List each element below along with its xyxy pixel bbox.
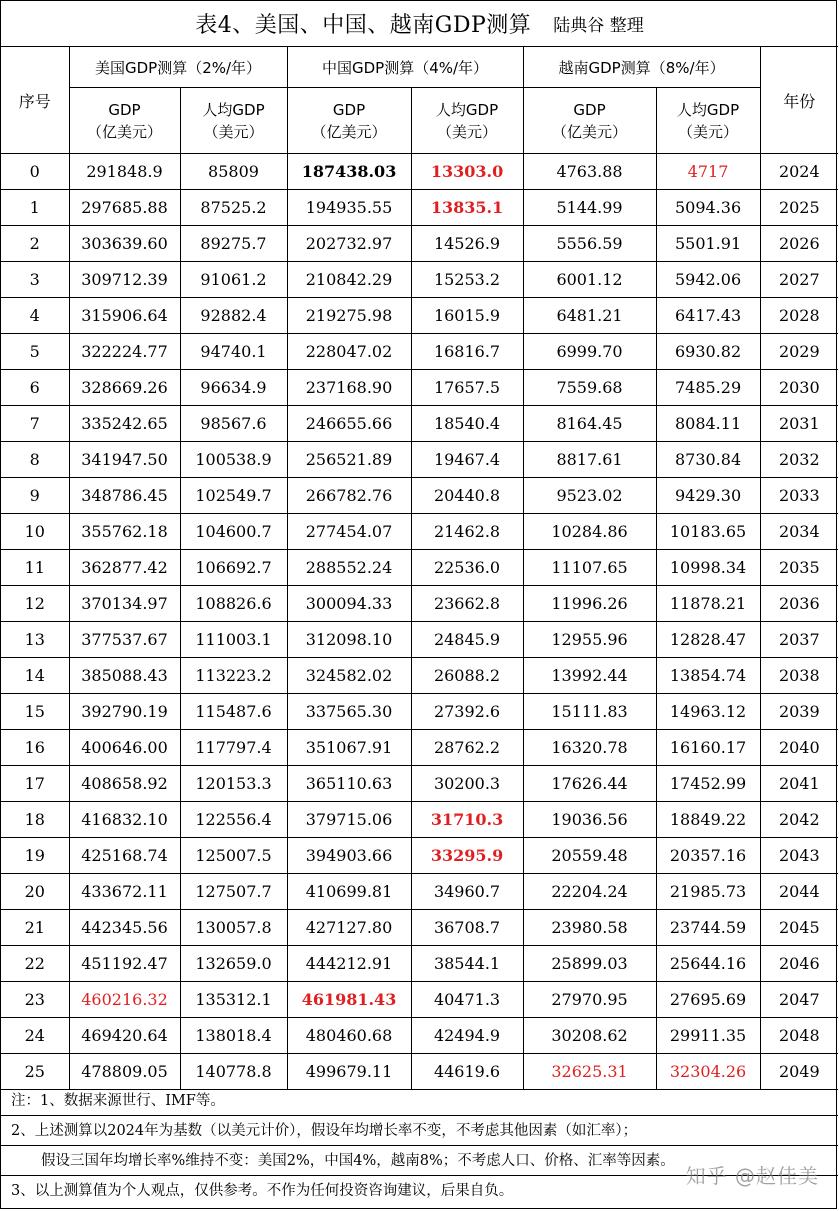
cell-china-per-capita: 20440.8 <box>411 478 523 514</box>
cell-vietnam-gdp: 8164.45 <box>523 406 656 442</box>
cell-index: 4 <box>1 298 69 334</box>
cell-index: 24 <box>1 1018 69 1054</box>
header-china-gdp <box>287 88 411 154</box>
cell-vietnam-gdp: 7559.68 <box>523 370 656 406</box>
table-row <box>1 874 838 910</box>
cell-china-gdp: 300094.33 <box>287 586 411 622</box>
cell-china-per-capita: 14526.9 <box>411 226 523 262</box>
table-row <box>1 190 838 226</box>
cell-index: 23 <box>1 982 69 1018</box>
cell-vietnam-gdp: 5556.59 <box>523 226 656 262</box>
table-body <box>1 154 838 1090</box>
header-per-capita-unit: （美元） <box>203 122 264 141</box>
cell-usa-per-capita: 102549.7 <box>180 478 287 514</box>
cell-china-gdp: 444212.91 <box>287 946 411 982</box>
cell-index: 14 <box>1 658 69 694</box>
table-row <box>1 370 838 406</box>
table-row <box>1 406 838 442</box>
cell-china-per-capita: 40471.3 <box>411 982 523 1018</box>
table-row <box>1 946 838 982</box>
cell-index: 18 <box>1 802 69 838</box>
cell-vietnam-per-capita: 10998.34 <box>656 550 760 586</box>
table-row <box>1 334 838 370</box>
cell-usa-gdp: 451192.47 <box>69 946 180 982</box>
cell-year: 2040 <box>760 730 838 766</box>
cell-year: 2039 <box>760 694 838 730</box>
cell-china-per-capita: 30200.3 <box>411 766 523 802</box>
cell-china-per-capita: 19467.4 <box>411 442 523 478</box>
header-gdp-unit: （亿美元） <box>552 122 628 141</box>
cell-china-per-capita: 16015.9 <box>411 298 523 334</box>
cell-year: 2045 <box>760 910 838 946</box>
table-row <box>1 1054 838 1090</box>
cell-usa-per-capita: 125007.5 <box>180 838 287 874</box>
cell-year: 2027 <box>760 262 838 298</box>
cell-vietnam-gdp: 12955.96 <box>523 622 656 658</box>
header-vietnam-gdp <box>523 88 656 154</box>
cell-china-gdp: 324582.02 <box>287 658 411 694</box>
note-disclaimer: 3、以上测算值为个人观点，仅供参考。不作为任何投资咨询建议，后果自负。 <box>11 1183 514 1199</box>
note-assumption: 2、上述测算以2024年为基数（以美元计价），假设年均增长率不变，不考虑其他因素（如汇率）； <box>1 1116 838 1146</box>
cell-vietnam-per-capita: 14963.12 <box>656 694 760 730</box>
cell-year: 2049 <box>760 1054 838 1090</box>
cell-usa-per-capita: 117797.4 <box>180 730 287 766</box>
cell-year: 2041 <box>760 766 838 802</box>
cell-vietnam-per-capita: 12828.47 <box>656 622 760 658</box>
table-row <box>1 910 838 946</box>
cell-index: 15 <box>1 694 69 730</box>
cell-vietnam-gdp: 4763.88 <box>523 154 656 190</box>
cell-index: 3 <box>1 262 69 298</box>
cell-usa-per-capita: 104600.7 <box>180 514 287 550</box>
cell-china-per-capita: 13303.0 <box>411 154 523 190</box>
table-row <box>1 586 838 622</box>
title-bar <box>1 1 838 47</box>
cell-usa-per-capita: 100538.9 <box>180 442 287 478</box>
cell-china-gdp: 219275.98 <box>287 298 411 334</box>
header-gdp-label: GDP <box>108 100 141 119</box>
header-gdp-label: GDP <box>573 100 606 119</box>
cell-china-gdp: 499679.11 <box>287 1054 411 1090</box>
cell-china-gdp: 379715.06 <box>287 802 411 838</box>
cell-index: 8 <box>1 442 69 478</box>
cell-vietnam-gdp: 22204.24 <box>523 874 656 910</box>
cell-index: 2 <box>1 226 69 262</box>
header-gdp-unit: （亿美元） <box>311 122 387 141</box>
cell-vietnam-per-capita: 5942.06 <box>656 262 760 298</box>
cell-index: 22 <box>1 946 69 982</box>
note-source: 注：1、数据来源世行、IMF等。 <box>1 1086 838 1116</box>
cell-usa-gdp: 425168.74 <box>69 838 180 874</box>
table-row <box>1 262 838 298</box>
cell-year: 2026 <box>760 226 838 262</box>
cell-index: 19 <box>1 838 69 874</box>
cell-vietnam-per-capita: 16160.17 <box>656 730 760 766</box>
header-year: 年份 <box>760 47 838 154</box>
cell-vietnam-gdp: 11107.65 <box>523 550 656 586</box>
table-row <box>1 658 838 694</box>
header-per-capita-label: 人均GDP <box>676 100 740 119</box>
cell-usa-gdp: 297685.88 <box>69 190 180 226</box>
cell-usa-gdp: 303639.60 <box>69 226 180 262</box>
cell-china-gdp: 194935.55 <box>287 190 411 226</box>
cell-year: 2042 <box>760 802 838 838</box>
cell-usa-gdp: 408658.92 <box>69 766 180 802</box>
cell-china-gdp: 351067.91 <box>287 730 411 766</box>
cell-vietnam-gdp: 8817.61 <box>523 442 656 478</box>
cell-vietnam-gdp: 16320.78 <box>523 730 656 766</box>
cell-vietnam-per-capita: 17452.99 <box>656 766 760 802</box>
cell-vietnam-per-capita: 4717 <box>656 154 760 190</box>
cell-usa-gdp: 355762.18 <box>69 514 180 550</box>
cell-usa-gdp: 460216.32 <box>69 982 180 1018</box>
cell-vietnam-per-capita: 6930.82 <box>656 334 760 370</box>
cell-vietnam-per-capita: 23744.59 <box>656 910 760 946</box>
table-row <box>1 442 838 478</box>
header-china-per-capita <box>411 88 523 154</box>
cell-china-gdp: 187438.03 <box>287 154 411 190</box>
table-row <box>1 622 838 658</box>
table-row <box>1 298 838 334</box>
cell-china-gdp: 394903.66 <box>287 838 411 874</box>
cell-usa-per-capita: 135312.1 <box>180 982 287 1018</box>
cell-china-per-capita: 34960.7 <box>411 874 523 910</box>
cell-year: 2034 <box>760 514 838 550</box>
cell-usa-gdp: 348786.45 <box>69 478 180 514</box>
cell-usa-per-capita: 138018.4 <box>180 1018 287 1054</box>
cell-china-gdp: 266782.76 <box>287 478 411 514</box>
cell-vietnam-per-capita: 29911.35 <box>656 1018 760 1054</box>
cell-china-gdp: 210842.29 <box>287 262 411 298</box>
cell-usa-gdp: 442345.56 <box>69 910 180 946</box>
cell-china-gdp: 410699.81 <box>287 874 411 910</box>
cell-vietnam-per-capita: 7485.29 <box>656 370 760 406</box>
cell-index: 10 <box>1 514 69 550</box>
cell-usa-gdp: 400646.00 <box>69 730 180 766</box>
cell-usa-gdp: 370134.97 <box>69 586 180 622</box>
cell-vietnam-gdp: 20559.48 <box>523 838 656 874</box>
cell-index: 9 <box>1 478 69 514</box>
cell-usa-gdp: 478809.05 <box>69 1054 180 1090</box>
cell-usa-per-capita: 91061.2 <box>180 262 287 298</box>
cell-vietnam-gdp: 32625.31 <box>523 1054 656 1090</box>
cell-year: 2024 <box>760 154 838 190</box>
cell-index: 13 <box>1 622 69 658</box>
cell-china-per-capita: 44619.6 <box>411 1054 523 1090</box>
cell-china-gdp: 246655.66 <box>287 406 411 442</box>
cell-china-gdp: 256521.89 <box>287 442 411 478</box>
cell-china-per-capita: 17657.5 <box>411 370 523 406</box>
cell-index: 0 <box>1 154 69 190</box>
cell-year: 2028 <box>760 298 838 334</box>
cell-year: 2037 <box>760 622 838 658</box>
cell-usa-gdp: 362877.42 <box>69 550 180 586</box>
cell-year: 2030 <box>760 370 838 406</box>
cell-vietnam-per-capita: 27695.69 <box>656 982 760 1018</box>
cell-index: 1 <box>1 190 69 226</box>
cell-usa-gdp: 433672.11 <box>69 874 180 910</box>
cell-year: 2043 <box>760 838 838 874</box>
cell-year: 2035 <box>760 550 838 586</box>
cell-china-gdp: 461981.43 <box>287 982 411 1018</box>
cell-usa-per-capita: 89275.7 <box>180 226 287 262</box>
cell-year: 2036 <box>760 586 838 622</box>
cell-usa-gdp: 377537.67 <box>69 622 180 658</box>
cell-vietnam-gdp: 13992.44 <box>523 658 656 694</box>
cell-vietnam-per-capita: 18849.22 <box>656 802 760 838</box>
cell-china-per-capita: 13835.1 <box>411 190 523 226</box>
cell-china-per-capita: 31710.3 <box>411 802 523 838</box>
cell-usa-per-capita: 92882.4 <box>180 298 287 334</box>
header-vietnam-per-capita <box>656 88 760 154</box>
cell-usa-per-capita: 106692.7 <box>180 550 287 586</box>
cell-vietnam-per-capita: 6417.43 <box>656 298 760 334</box>
cell-index: 20 <box>1 874 69 910</box>
header-per-capita-unit: （美元） <box>437 122 498 141</box>
cell-index: 17 <box>1 766 69 802</box>
cell-china-gdp: 480460.68 <box>287 1018 411 1054</box>
cell-vietnam-gdp: 25899.03 <box>523 946 656 982</box>
cell-china-gdp: 288552.24 <box>287 550 411 586</box>
header-gdp-label: GDP <box>332 100 366 119</box>
cell-vietnam-per-capita: 9429.30 <box>656 478 760 514</box>
cell-year: 2029 <box>760 334 838 370</box>
header-gdp-unit: （亿美元） <box>86 122 162 141</box>
cell-year: 2047 <box>760 982 838 1018</box>
cell-usa-per-capita: 122556.4 <box>180 802 287 838</box>
table-row <box>1 514 838 550</box>
cell-vietnam-gdp: 17626.44 <box>523 766 656 802</box>
header-usa-gdp <box>69 88 180 154</box>
cell-vietnam-per-capita: 5094.36 <box>656 190 760 226</box>
cell-china-per-capita: 15253.2 <box>411 262 523 298</box>
cell-index: 5 <box>1 334 69 370</box>
table-row <box>1 550 838 586</box>
cell-usa-per-capita: 113223.2 <box>180 658 287 694</box>
cell-vietnam-per-capita: 21985.73 <box>656 874 760 910</box>
cell-vietnam-gdp: 5144.99 <box>523 190 656 226</box>
table-row <box>1 154 838 190</box>
cell-china-gdp: 277454.07 <box>287 514 411 550</box>
header-per-capita-label: 人均GDP <box>202 100 265 119</box>
cell-vietnam-gdp: 11996.26 <box>523 586 656 622</box>
author-credit: 陆典谷 整理 <box>553 16 644 36</box>
cell-china-per-capita: 24845.9 <box>411 622 523 658</box>
cell-china-per-capita: 22536.0 <box>411 550 523 586</box>
cell-vietnam-gdp: 15111.83 <box>523 694 656 730</box>
cell-vietnam-gdp: 27970.95 <box>523 982 656 1018</box>
cell-china-per-capita: 38544.1 <box>411 946 523 982</box>
cell-usa-gdp: 309712.39 <box>69 262 180 298</box>
cell-year: 2038 <box>760 658 838 694</box>
cell-usa-per-capita: 115487.6 <box>180 694 287 730</box>
cell-china-gdp: 237168.90 <box>287 370 411 406</box>
cell-year: 2032 <box>760 442 838 478</box>
cell-year: 2046 <box>760 946 838 982</box>
cell-usa-per-capita: 87525.2 <box>180 190 287 226</box>
table-row <box>1 1018 838 1054</box>
cell-usa-per-capita: 85809 <box>180 154 287 190</box>
cell-china-gdp: 365110.63 <box>287 766 411 802</box>
cell-usa-gdp: 469420.64 <box>69 1018 180 1054</box>
cell-usa-per-capita: 132659.0 <box>180 946 287 982</box>
cell-usa-per-capita: 127507.7 <box>180 874 287 910</box>
table-row <box>1 478 838 514</box>
cell-vietnam-gdp: 10284.86 <box>523 514 656 550</box>
cell-china-per-capita: 23662.8 <box>411 586 523 622</box>
cell-usa-gdp: 328669.26 <box>69 370 180 406</box>
cell-vietnam-per-capita: 8084.11 <box>656 406 760 442</box>
cell-vietnam-per-capita: 20357.16 <box>656 838 760 874</box>
cell-vietnam-gdp: 6001.12 <box>523 262 656 298</box>
header-group-vietnam: 越南GDP测算（8%/年） <box>523 47 760 88</box>
table-row <box>1 838 838 874</box>
cell-china-per-capita: 18540.4 <box>411 406 523 442</box>
header-index: 序号 <box>1 47 69 154</box>
cell-usa-per-capita: 94740.1 <box>180 334 287 370</box>
cell-china-per-capita: 28762.2 <box>411 730 523 766</box>
cell-usa-per-capita: 96634.9 <box>180 370 287 406</box>
cell-vietnam-gdp: 23980.58 <box>523 910 656 946</box>
cell-vietnam-gdp: 19036.56 <box>523 802 656 838</box>
cell-usa-per-capita: 130057.8 <box>180 910 287 946</box>
table-row <box>1 730 838 766</box>
cell-vietnam-per-capita: 10183.65 <box>656 514 760 550</box>
cell-usa-gdp: 291848.9 <box>69 154 180 190</box>
cell-year: 2033 <box>760 478 838 514</box>
cell-usa-gdp: 416832.10 <box>69 802 180 838</box>
cell-usa-per-capita: 108826.6 <box>180 586 287 622</box>
table-row <box>1 226 838 262</box>
cell-usa-gdp: 341947.50 <box>69 442 180 478</box>
header-per-capita-unit: （美元） <box>678 122 739 141</box>
cell-vietnam-per-capita: 13854.74 <box>656 658 760 694</box>
cell-index: 12 <box>1 586 69 622</box>
table-title: 表4、美国、中国、越南GDP测算 <box>195 13 532 38</box>
cell-index: 25 <box>1 1054 69 1090</box>
cell-vietnam-per-capita: 8730.84 <box>656 442 760 478</box>
cell-year: 2031 <box>760 406 838 442</box>
cell-vietnam-per-capita: 11878.21 <box>656 586 760 622</box>
zhihu-watermark: 知乎 @赵佳美 <box>685 1164 819 1188</box>
note-growth-rates: 假设三国年均增长率%维持不变：美国2%，中国4%，越南8%；不考虑人口、价格、汇率等因素。 <box>1 1146 838 1176</box>
cell-china-per-capita: 26088.2 <box>411 658 523 694</box>
cell-vietnam-per-capita: 32304.26 <box>656 1054 760 1090</box>
cell-vietnam-gdp: 6481.21 <box>523 298 656 334</box>
cell-china-gdp: 427127.80 <box>287 910 411 946</box>
cell-usa-gdp: 335242.65 <box>69 406 180 442</box>
cell-usa-gdp: 322224.77 <box>69 334 180 370</box>
cell-vietnam-gdp: 9523.02 <box>523 478 656 514</box>
cell-usa-per-capita: 140778.8 <box>180 1054 287 1090</box>
cell-usa-gdp: 392790.19 <box>69 694 180 730</box>
cell-year: 2044 <box>760 874 838 910</box>
gdp-table <box>1 47 838 1090</box>
header-per-capita-label: 人均GDP <box>435 100 499 119</box>
cell-china-gdp: 202732.97 <box>287 226 411 262</box>
cell-vietnam-gdp: 30208.62 <box>523 1018 656 1054</box>
table-row <box>1 694 838 730</box>
header-usa-per-capita <box>180 88 287 154</box>
cell-index: 21 <box>1 910 69 946</box>
cell-china-per-capita: 21462.8 <box>411 514 523 550</box>
notes-section <box>1 1086 838 1208</box>
cell-index: 6 <box>1 370 69 406</box>
cell-china-gdp: 337565.30 <box>287 694 411 730</box>
cell-china-per-capita: 36708.7 <box>411 910 523 946</box>
table-row <box>1 982 838 1018</box>
cell-usa-per-capita: 98567.6 <box>180 406 287 442</box>
cell-usa-gdp: 315906.64 <box>69 298 180 334</box>
cell-index: 11 <box>1 550 69 586</box>
cell-year: 2048 <box>760 1018 838 1054</box>
cell-china-per-capita: 42494.9 <box>411 1018 523 1054</box>
cell-index: 7 <box>1 406 69 442</box>
cell-year: 2025 <box>760 190 838 226</box>
cell-index: 16 <box>1 730 69 766</box>
table-row <box>1 802 838 838</box>
cell-usa-per-capita: 111003.1 <box>180 622 287 658</box>
cell-vietnam-gdp: 6999.70 <box>523 334 656 370</box>
cell-china-gdp: 312098.10 <box>287 622 411 658</box>
cell-usa-gdp: 385088.43 <box>69 658 180 694</box>
header-group-china: 中国GDP测算（4%/年） <box>287 47 523 88</box>
cell-china-gdp: 228047.02 <box>287 334 411 370</box>
cell-china-per-capita: 16816.7 <box>411 334 523 370</box>
cell-china-per-capita: 27392.6 <box>411 694 523 730</box>
cell-usa-per-capita: 120153.3 <box>180 766 287 802</box>
cell-vietnam-per-capita: 25644.16 <box>656 946 760 982</box>
cell-vietnam-per-capita: 5501.91 <box>656 226 760 262</box>
table-row <box>1 766 838 802</box>
cell-china-per-capita: 33295.9 <box>411 838 523 874</box>
header-group-usa: 美国GDP测算（2%/年） <box>69 47 287 88</box>
